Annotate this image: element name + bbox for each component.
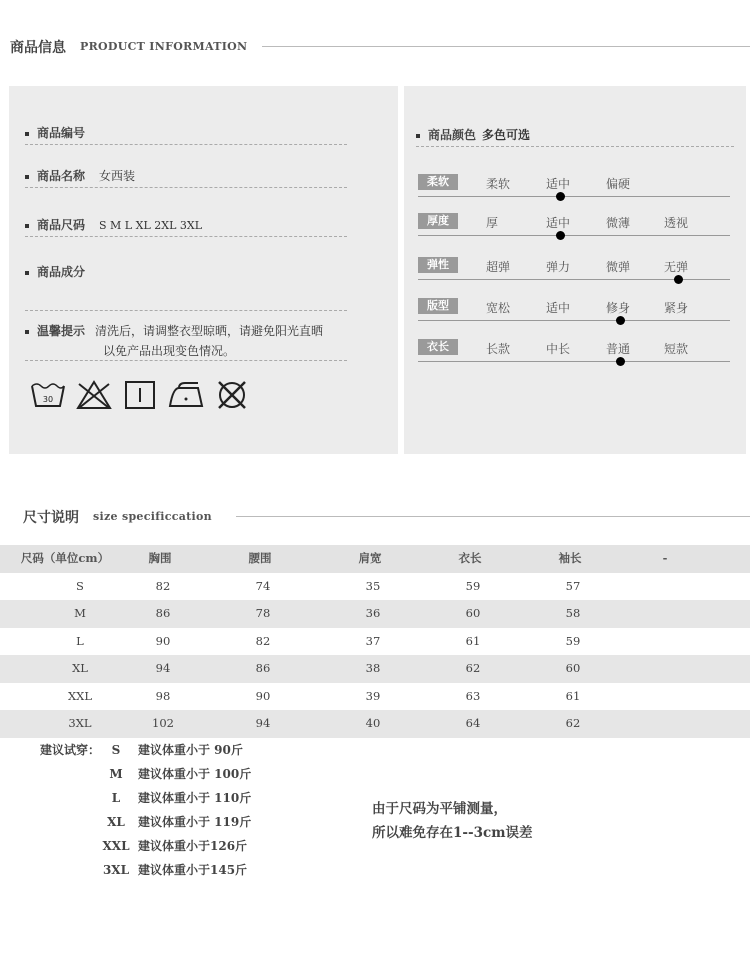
product-material-row bbox=[25, 263, 347, 280]
size-table-row bbox=[0, 573, 750, 601]
attribute-option: 紧身 bbox=[664, 301, 689, 315]
recommendation-row bbox=[98, 861, 247, 878]
size-table-cell: 94 bbox=[255, 716, 271, 730]
size-table-row bbox=[0, 628, 750, 656]
size-table-cell: 82 bbox=[255, 633, 271, 648]
size-table bbox=[0, 545, 750, 738]
bullet-icon bbox=[25, 330, 29, 334]
bullet-icon bbox=[25, 132, 29, 136]
attribute-option: 适中 bbox=[546, 216, 571, 230]
bullet-icon bbox=[25, 175, 29, 179]
attribute-option: 柔软 bbox=[486, 177, 511, 191]
size-table-cell: 62 bbox=[565, 716, 581, 730]
size-table-header-cell: 衣长 bbox=[458, 551, 482, 565]
recommendation-row bbox=[98, 741, 243, 758]
size-table-cell: 82 bbox=[155, 578, 171, 593]
product-code-row bbox=[25, 124, 347, 141]
size-table-cell: 98 bbox=[155, 688, 171, 703]
bullet-icon bbox=[25, 224, 29, 228]
attribute-track bbox=[418, 279, 730, 280]
size-table-cell: 60 bbox=[565, 661, 581, 675]
attribute-track bbox=[418, 235, 730, 236]
product-material-label: 商品成分 bbox=[37, 265, 86, 279]
bullet-icon bbox=[416, 134, 420, 138]
product-info-title-zh: 商品信息 bbox=[10, 40, 66, 56]
measurement-note-line2: 所以难免存在1--3cm误差 bbox=[372, 825, 533, 841]
attribute-option: 厚 bbox=[486, 216, 499, 230]
size-title-en: size specificcation bbox=[93, 510, 212, 523]
line-dry-icon bbox=[121, 378, 159, 412]
size-table-cell: 57 bbox=[565, 578, 581, 593]
size-table-header-cell: - bbox=[662, 551, 668, 565]
attribute-option: 弹力 bbox=[546, 260, 571, 274]
size-table-cell: 35 bbox=[365, 578, 381, 593]
size-table-row bbox=[0, 683, 750, 711]
size-table-cell: 58 bbox=[565, 606, 581, 620]
attribute-option: 中长 bbox=[546, 342, 571, 356]
size-title-zh: 尺寸说明 bbox=[23, 510, 79, 526]
attribute-row bbox=[418, 257, 730, 297]
no-bleach-icon bbox=[75, 378, 113, 412]
recommendation-size: L bbox=[111, 791, 121, 805]
wash-30-icon bbox=[29, 378, 67, 412]
attribute-indicator-dot bbox=[616, 316, 625, 325]
attribute-option: 微薄 bbox=[606, 216, 631, 230]
heading-divider bbox=[262, 46, 750, 47]
recommendation-text: 建议体重小于126斤 bbox=[138, 839, 248, 853]
size-table-cell: M bbox=[74, 606, 86, 620]
recommendation-size: M bbox=[109, 767, 123, 781]
product-info-heading bbox=[0, 37, 750, 61]
attribute-tag: 弹性 bbox=[418, 257, 458, 273]
size-table-cell: 38 bbox=[365, 661, 381, 675]
size-table-cell: 39 bbox=[365, 688, 381, 703]
attribute-option: 超弹 bbox=[486, 260, 511, 274]
product-name-value: 女西装 bbox=[99, 169, 136, 183]
care-tips-line1: 清洗后，请调整衣型晾晒，请避免阳光直晒 bbox=[95, 324, 324, 338]
divider bbox=[416, 146, 734, 147]
recommendation-text: 建议体重小于145斤 bbox=[138, 863, 248, 877]
recommendation-text: 建议体重小于 110斤 bbox=[138, 791, 252, 805]
attribute-row bbox=[418, 174, 730, 214]
size-table-cell: 59 bbox=[465, 578, 481, 593]
size-table-header-cell: 肩宽 bbox=[358, 551, 382, 565]
attribute-option: 偏硬 bbox=[606, 177, 631, 191]
product-name-row bbox=[25, 167, 347, 184]
product-info-panel-left bbox=[9, 86, 398, 454]
attribute-track bbox=[418, 361, 730, 362]
size-table-cell: L bbox=[76, 633, 84, 648]
recommendation-row bbox=[98, 789, 251, 806]
recommendation-row bbox=[98, 837, 247, 854]
size-table-cell: XL bbox=[72, 661, 88, 675]
size-table-cell: XXL bbox=[67, 688, 92, 703]
size-table-cell: 86 bbox=[155, 606, 171, 620]
care-tips-line2: 以免产品出现变色情况。 bbox=[103, 344, 236, 358]
care-tips-row bbox=[25, 321, 347, 361]
size-table-cell: 78 bbox=[255, 606, 271, 620]
attribute-option: 普通 bbox=[606, 342, 631, 356]
size-table-cell: 90 bbox=[255, 688, 271, 703]
product-code-label: 商品编号 bbox=[37, 126, 86, 140]
size-table-cell: 102 bbox=[152, 716, 174, 730]
size-table-cell: S bbox=[76, 578, 84, 593]
divider bbox=[25, 187, 347, 188]
divider bbox=[25, 360, 347, 361]
size-table-cell: 61 bbox=[465, 633, 481, 648]
attribute-indicator-dot bbox=[556, 231, 565, 240]
measurement-note-line1: 由于尺码为平铺测量， bbox=[372, 801, 507, 817]
size-table-cell: 40 bbox=[365, 716, 381, 730]
size-table-cell: 61 bbox=[565, 688, 581, 703]
recommendation-size: 3XL bbox=[102, 863, 130, 877]
size-table-cell: 62 bbox=[465, 661, 481, 675]
attribute-option: 短款 bbox=[664, 342, 689, 356]
product-info-panel-right bbox=[404, 86, 746, 454]
product-size-value: S M L XL 2XL 3XL bbox=[99, 219, 203, 232]
attribute-tag: 衣长 bbox=[418, 339, 458, 355]
size-table-cell: 36 bbox=[365, 606, 381, 620]
recommendation-text: 建议体重小于 119斤 bbox=[138, 815, 252, 829]
size-table-cell: 37 bbox=[365, 633, 381, 648]
attribute-tag: 厚度 bbox=[418, 213, 458, 229]
size-table-cell: 59 bbox=[565, 633, 581, 648]
attribute-indicator-dot bbox=[556, 192, 565, 201]
recommendation-size: XXL bbox=[102, 839, 130, 853]
size-table-header-cell: 袖长 bbox=[558, 551, 582, 565]
attribute-row bbox=[418, 213, 730, 253]
recommendation-text: 建议体重小于 90斤 bbox=[138, 743, 243, 757]
attribute-option: 长款 bbox=[486, 342, 511, 356]
product-size-row bbox=[25, 216, 347, 233]
size-table-header-cell: 腰围 bbox=[248, 551, 272, 565]
recommendation-text: 建议体重小于 100斤 bbox=[138, 767, 252, 781]
size-table-cell: 64 bbox=[465, 716, 481, 730]
size-table-cell: 94 bbox=[155, 661, 171, 675]
no-dryclean-icon bbox=[213, 378, 251, 412]
attribute-indicator-dot bbox=[616, 357, 625, 366]
size-table-cell: 3XL bbox=[68, 716, 92, 730]
attribute-option: 宽松 bbox=[486, 301, 511, 315]
recommendation-label: 建议试穿： bbox=[40, 743, 101, 757]
attribute-option: 微弹 bbox=[606, 260, 631, 274]
product-color-value: 多色可选 bbox=[482, 128, 531, 142]
recommendation-row bbox=[98, 813, 251, 830]
size-table-cell: 63 bbox=[465, 688, 481, 703]
product-info-title-en: PRODUCT INFORMATION bbox=[80, 40, 248, 53]
care-icons bbox=[29, 378, 251, 412]
divider bbox=[25, 236, 347, 237]
attribute-option: 透视 bbox=[664, 216, 689, 230]
divider bbox=[25, 144, 347, 145]
measurement-note bbox=[372, 797, 533, 845]
attribute-option: 适中 bbox=[546, 301, 571, 315]
size-table-cell: 74 bbox=[255, 578, 271, 593]
size-table-row bbox=[0, 655, 750, 683]
attribute-track bbox=[418, 320, 730, 321]
size-table-header-cell: 胸围 bbox=[148, 551, 172, 565]
attribute-row bbox=[418, 298, 730, 338]
size-table-cell: 90 bbox=[155, 633, 171, 648]
size-table-row bbox=[0, 710, 750, 738]
attribute-option: 修身 bbox=[606, 301, 631, 315]
product-size-label: 商品尺码 bbox=[37, 218, 86, 232]
attribute-option: 无弹 bbox=[664, 260, 689, 274]
attribute-tag: 柔软 bbox=[418, 174, 458, 190]
recommendation-size: S bbox=[111, 743, 121, 757]
size-table-cell: 86 bbox=[255, 661, 271, 675]
attribute-row bbox=[418, 339, 730, 379]
iron-icon bbox=[167, 378, 205, 412]
attribute-tag: 版型 bbox=[418, 298, 458, 314]
size-table-header bbox=[0, 545, 750, 573]
size-table-cell: 60 bbox=[465, 606, 481, 620]
size-heading bbox=[0, 507, 750, 531]
size-table-header-cell: 尺码（单位cm） bbox=[20, 551, 110, 565]
attribute-track bbox=[418, 196, 730, 197]
bullet-icon bbox=[25, 271, 29, 275]
care-tips-label: 温馨提示 bbox=[37, 324, 86, 338]
attribute-indicator-dot bbox=[674, 275, 683, 284]
product-color-label: 商品颜色 bbox=[428, 128, 477, 142]
attribute-option: 适中 bbox=[546, 177, 571, 191]
divider bbox=[25, 310, 347, 311]
recommendation-size: XL bbox=[107, 815, 125, 829]
svg-text:30: 30 bbox=[42, 395, 54, 404]
recommendation-row bbox=[98, 765, 251, 782]
heading-divider bbox=[236, 516, 750, 517]
size-table-row bbox=[0, 600, 750, 628]
product-name-label: 商品名称 bbox=[37, 169, 86, 183]
product-color-row bbox=[416, 126, 738, 143]
